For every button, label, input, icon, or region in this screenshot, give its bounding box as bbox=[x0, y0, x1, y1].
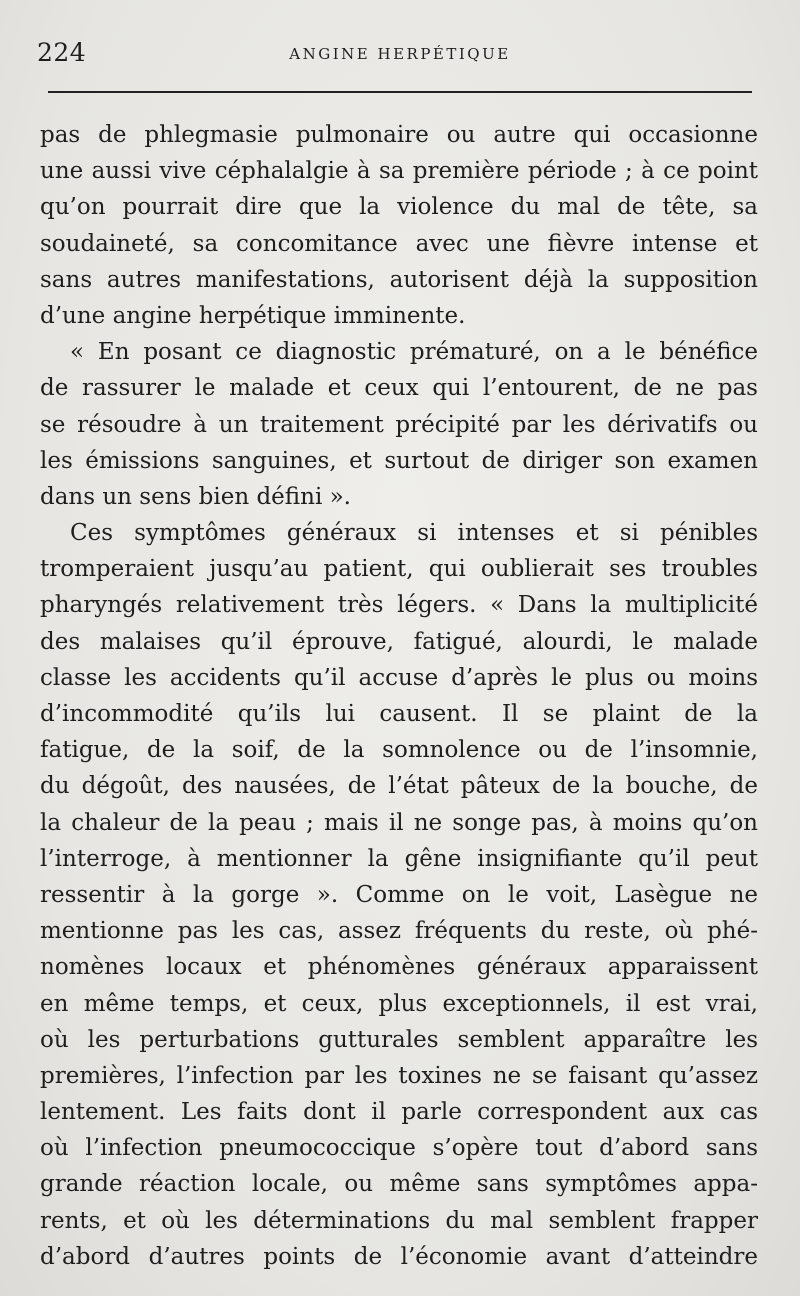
text-line: se résoudre à un traitement précipité par les dérivatifs ou bbox=[40, 411, 758, 438]
header-rule bbox=[48, 91, 752, 93]
text-line: classe les accidents qu’il accuse d’après le plus ou moins bbox=[40, 664, 758, 691]
text-line: une aussi vive céphalalgie à sa première période ; à ce point bbox=[40, 158, 758, 185]
text-line: pas de phlegmasie pulmonaire ou autre qui occasionne bbox=[40, 122, 758, 148]
text-line: où l’infection pneumococcique s’opère tout d’abord sans bbox=[40, 1135, 758, 1162]
text-line: rents, et où les déterminations du mal semblent frapper bbox=[40, 1207, 758, 1234]
text-line: mentionne pas les cas, assez fréquents du reste, où phé- bbox=[40, 918, 758, 945]
text-line: d’une angine herpétique imminente. bbox=[40, 302, 466, 329]
text-line: d’incommodité qu’ils lui causent. Il se plaint de la bbox=[40, 701, 758, 727]
text-line: premières, l’infection par les toxines ne se faisant qu’assez bbox=[40, 1062, 758, 1089]
text-line: la chaleur de la peau ; mais il ne songe pas, à moins qu’on bbox=[40, 809, 758, 836]
running-title: ANGINE HERPÉTIQUE bbox=[289, 45, 511, 63]
body-text bbox=[40, 117, 758, 1275]
text-line: lentement. Les faits dont il parle correspondent aux cas bbox=[40, 1099, 758, 1126]
text-line: nomènes locaux et phénomènes généraux apparaissent bbox=[40, 954, 758, 981]
text-line: pharyngés relativement très légers. « Dans la multiplicité bbox=[40, 592, 758, 619]
text-line: qu’on pourrait dire que la violence du mal de tête, sa bbox=[40, 194, 758, 221]
text-line: fatigue, de la soif, de la somnolence ou de l’insomnie, bbox=[40, 737, 758, 764]
text-line: d’abord d’autres points de l’économie avant d’atteindre bbox=[40, 1243, 758, 1270]
text-line: dans un sens bien défini ». bbox=[40, 483, 351, 510]
text-line: des malaises qu’il éprouve, fatigué, alourdi, le malade bbox=[40, 628, 758, 655]
text-line: soudaineté, sa concomitance avec une fièvre intense et bbox=[40, 230, 758, 257]
text-line: Ces symptômes généraux si intenses et si pénibles bbox=[70, 520, 758, 547]
page-number: 224 bbox=[37, 38, 87, 67]
text-line: tromperaient jusqu’au patient, qui oublierait ses troubles bbox=[40, 556, 758, 583]
text-line: de rassurer le malade et ceux qui l’entourent, de ne pas bbox=[40, 375, 758, 402]
text-line: ressentir à la gorge ». Comme on le voit, Lasègue ne bbox=[40, 881, 758, 908]
text-line: les émissions sanguines, et surtout de diriger son examen bbox=[40, 447, 758, 474]
text-line: « En posant ce diagnostic prématuré, on a le bénéfice bbox=[70, 339, 758, 366]
text-line: sans autres manifestations, autorisent déjà la supposition bbox=[40, 266, 758, 293]
text-line: du dégoût, des nausées, de l’état pâteux de la bouche, de bbox=[40, 773, 758, 800]
text-line: l’interroge, à mentionner la gêne insignifiante qu’il peut bbox=[40, 845, 758, 872]
text-line: grande réaction locale, ou même sans symptômes appa- bbox=[40, 1171, 758, 1198]
text-line: en même temps, et ceux, plus exceptionnels, il est vrai, bbox=[40, 990, 758, 1017]
text-line: où les perturbations gutturales semblent apparaître les bbox=[40, 1026, 758, 1053]
